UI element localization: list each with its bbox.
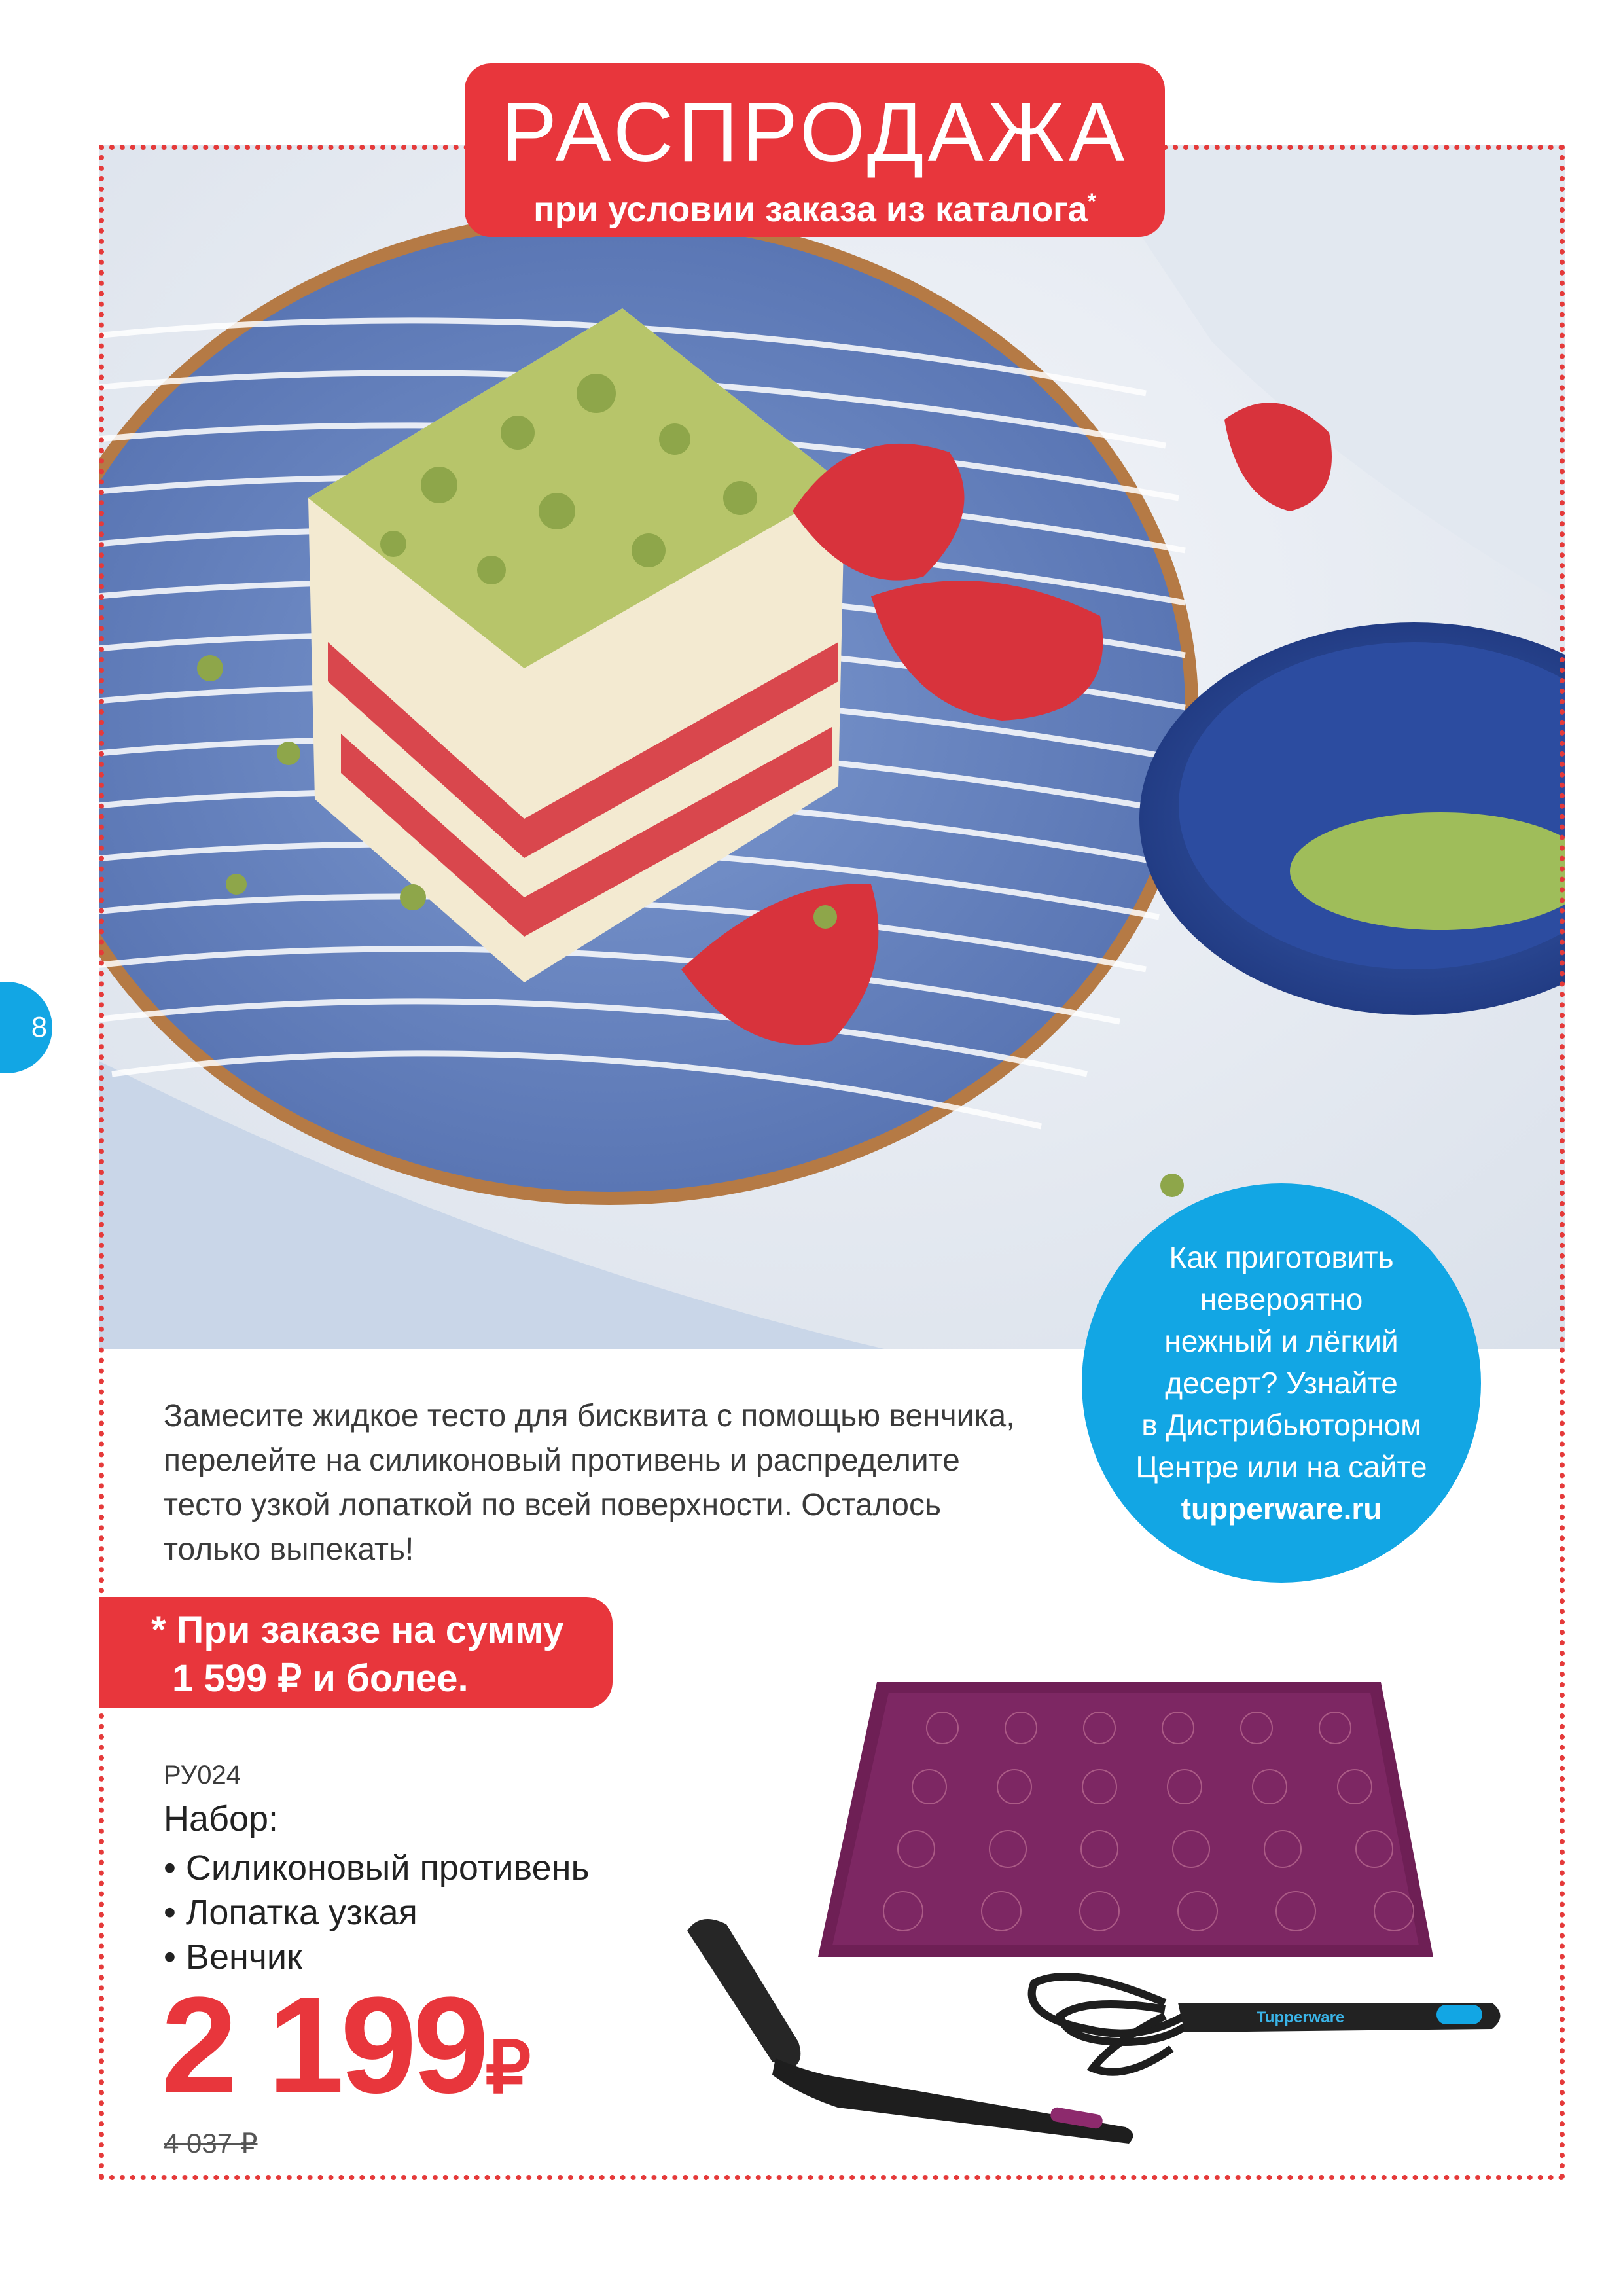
list-item: • Лопатка узкая (164, 1890, 590, 1935)
info-line: невероятно (1200, 1282, 1363, 1316)
info-line: Центре или на сайте (1135, 1450, 1427, 1484)
site-link[interactable]: tupperware.ru (1181, 1492, 1382, 1526)
info-line: Как приготовить (1169, 1240, 1394, 1274)
info-line: нежный и лёгкий (1164, 1324, 1399, 1358)
brand-mark: Tupperware (1257, 2009, 1345, 2026)
old-price: 4 037 ₽ (164, 2128, 258, 2159)
product-code: РУ024 (164, 1761, 241, 1789)
product-items (164, 1846, 590, 1979)
condition-line: 1 599 ₽ и более. (172, 1657, 469, 1700)
sale-title: РАСПРОДАЖА (501, 86, 1129, 179)
page-number: 8 (31, 1011, 48, 1043)
currency-symbol: ₽ (485, 2028, 531, 2108)
sale-price: 2 199₽ (161, 1968, 531, 2122)
sale-subtitle: при условии заказа из каталога* (533, 189, 1096, 229)
product-illustration (668, 1676, 1518, 2147)
condition-tag (99, 1597, 613, 1708)
condition-line: * При заказе на сумму (151, 1609, 564, 1651)
recipe-info-circle (1082, 1183, 1481, 1583)
baking-set-illustration (668, 1676, 1518, 2147)
info-line: десерт? Узнайте (1165, 1366, 1398, 1400)
list-item: • Венчик (164, 1935, 590, 1979)
set-label: Набор: (164, 1799, 279, 1839)
footnote-mark: * (1087, 189, 1096, 214)
list-item: • Силиконовый противень (164, 1846, 590, 1890)
description-text: Замесите жидкое тесто для бисквита с помощью венчика, перелейте на силиконовый противень и распределите тесто узкой лопаткой по всей поверхности. Осталось только выпекать! (164, 1399, 1015, 1567)
info-line: в Дистрибьюторном (1141, 1408, 1421, 1442)
sale-banner (465, 63, 1165, 237)
